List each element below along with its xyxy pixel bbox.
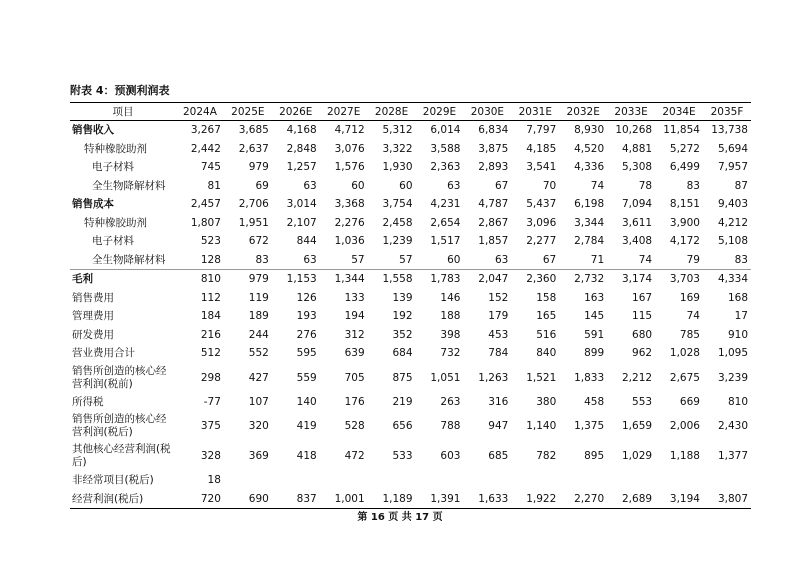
row-value: 10,268 xyxy=(615,124,653,137)
row-label: 经营利润(税后) xyxy=(70,490,176,509)
row-value: 60 xyxy=(351,179,365,192)
row-value: 669 xyxy=(679,395,700,408)
row-value: 1,783 xyxy=(416,270,464,289)
row-value: 4,787 xyxy=(478,198,509,211)
row-value: 6,014 xyxy=(430,124,461,137)
row-value: 320 xyxy=(248,420,269,432)
row-value: 167 xyxy=(632,291,653,304)
row-value: 1,377 xyxy=(717,450,748,462)
row-value: 1,029 xyxy=(622,450,653,462)
row-value: 2,458 xyxy=(382,216,413,229)
row-value: 146 xyxy=(440,291,461,304)
row-label: 全生物降解材料 xyxy=(92,179,166,192)
row-value: 3,754 xyxy=(382,198,413,211)
row-value: 352 xyxy=(392,328,413,341)
row-label: 电子材料 xyxy=(92,235,134,248)
row-value: 63 xyxy=(447,179,461,192)
row-value: 810 xyxy=(176,270,224,289)
row-value: -77 xyxy=(203,395,221,408)
row-value: 5,108 xyxy=(717,235,748,248)
row-value: 2,107 xyxy=(286,216,317,229)
row-value: 60 xyxy=(399,179,413,192)
row-value: 1,001 xyxy=(320,490,368,509)
row-value: 4,520 xyxy=(574,142,605,155)
row-value: 1,344 xyxy=(320,270,368,289)
row-value: 380 xyxy=(536,395,557,408)
row-value: 17 xyxy=(734,310,748,323)
row-value: 74 xyxy=(590,179,605,192)
row-value: 71 xyxy=(590,253,605,266)
table-row xyxy=(70,270,751,289)
row-value: 2,867 xyxy=(478,216,509,229)
table-header-row xyxy=(70,103,751,121)
row-value: 1,659 xyxy=(622,420,653,432)
row-value: 3,611 xyxy=(622,216,653,229)
row-value: 4,881 xyxy=(622,142,653,155)
row-value: 7,797 xyxy=(526,124,557,137)
row-value: 3,900 xyxy=(669,216,700,229)
row-value: 18 xyxy=(207,474,221,487)
row-value: 11,854 xyxy=(663,124,700,137)
row-value: 2,006 xyxy=(669,420,700,432)
row-value: 1,633 xyxy=(463,490,511,509)
row-value: 83 xyxy=(686,179,700,192)
row-value: 3,076 xyxy=(334,142,365,155)
row-value: 9,403 xyxy=(717,198,748,211)
row-value: 83 xyxy=(734,253,748,266)
row-label: 销售所创造的核心经营利润(税后) xyxy=(72,413,167,438)
row-value: 184 xyxy=(200,310,221,323)
row-value: 875 xyxy=(392,371,413,384)
row-value: 79 xyxy=(686,253,700,266)
row-value: 5,312 xyxy=(382,124,413,137)
row-value: 2,212 xyxy=(622,371,653,384)
row-value xyxy=(272,471,320,490)
row-value: 2,689 xyxy=(607,490,655,509)
row-label: 其他核心经营利润(税后) xyxy=(72,443,171,468)
row-value: 2,277 xyxy=(526,235,557,248)
row-value: 419 xyxy=(296,420,317,432)
row-value: 3,588 xyxy=(430,142,461,155)
row-value: 163 xyxy=(584,291,605,304)
row-value: 179 xyxy=(488,310,509,323)
row-value: 2,893 xyxy=(478,161,509,174)
row-label: 研发费用 xyxy=(72,328,114,341)
table-row xyxy=(70,490,751,509)
row-value: 152 xyxy=(488,291,509,304)
row-value: 2,675 xyxy=(669,371,700,384)
row-value: 1,922 xyxy=(511,490,559,509)
row-value: 1,517 xyxy=(430,235,461,248)
header-year: 2028E xyxy=(368,103,416,121)
row-value: 705 xyxy=(344,371,365,384)
row-value: 2,732 xyxy=(559,270,607,289)
row-value: 1,263 xyxy=(478,371,509,384)
row-value: 13,738 xyxy=(711,124,748,137)
row-value: 3,685 xyxy=(238,124,269,137)
header-item: 项目 xyxy=(70,103,176,121)
row-value: 3,267 xyxy=(190,124,221,137)
table-row xyxy=(70,140,751,159)
row-value: 74 xyxy=(686,310,700,323)
row-value: 516 xyxy=(536,328,557,341)
header-year: 2026E xyxy=(272,103,320,121)
row-value: 5,272 xyxy=(669,142,700,155)
row-value: 115 xyxy=(632,310,653,323)
header-year: 2034E xyxy=(655,103,703,121)
row-value: 7,957 xyxy=(717,161,748,174)
row-value xyxy=(463,471,511,490)
row-value: 328 xyxy=(200,450,221,462)
row-value: 57 xyxy=(399,253,413,266)
row-value: 979 xyxy=(224,270,272,289)
row-value: 1,521 xyxy=(526,371,557,384)
row-value: 603 xyxy=(440,450,461,462)
row-value: 720 xyxy=(176,490,224,509)
row-value: 312 xyxy=(344,328,365,341)
row-value: 3,703 xyxy=(655,270,703,289)
row-value: 788 xyxy=(440,420,461,432)
table-row xyxy=(70,177,751,196)
row-value: 2,270 xyxy=(559,490,607,509)
row-value: 1,558 xyxy=(368,270,416,289)
row-value: 685 xyxy=(488,450,509,462)
row-value: 169 xyxy=(679,291,700,304)
row-value: 63 xyxy=(303,179,317,192)
row-value: 57 xyxy=(351,253,365,266)
row-value: 947 xyxy=(488,420,509,432)
row-value: 369 xyxy=(248,450,269,462)
row-value: 70 xyxy=(542,179,557,192)
table-row xyxy=(70,326,751,345)
row-value: 1,189 xyxy=(368,490,416,509)
row-value: 176 xyxy=(344,395,365,408)
row-value: 528 xyxy=(344,420,365,432)
row-value: 4,334 xyxy=(703,270,751,289)
row-value xyxy=(703,471,751,490)
row-value: 552 xyxy=(248,347,269,360)
row-value: 3,014 xyxy=(286,198,317,211)
row-value: 188 xyxy=(440,310,461,323)
row-value: 3,239 xyxy=(717,371,748,384)
row-value: 2,706 xyxy=(238,198,269,211)
table-row xyxy=(70,158,751,177)
row-value: 962 xyxy=(632,347,653,360)
row-value: 263 xyxy=(440,395,461,408)
row-label: 营业费用合计 xyxy=(72,347,135,360)
row-value: 126 xyxy=(296,291,317,304)
header-year: 2025E xyxy=(224,103,272,121)
row-value: 2,430 xyxy=(717,420,748,432)
row-value: 3,096 xyxy=(526,216,557,229)
row-value: 67 xyxy=(494,179,509,192)
row-value: 2,637 xyxy=(238,142,269,155)
row-value: 2,848 xyxy=(286,142,317,155)
table-row xyxy=(70,307,751,326)
row-label: 销售成本 xyxy=(72,198,114,211)
row-value: 1,036 xyxy=(334,235,365,248)
row-value: 427 xyxy=(248,371,269,384)
row-value: 559 xyxy=(296,371,317,384)
row-value: 276 xyxy=(296,328,317,341)
row-value: 1,257 xyxy=(286,161,317,174)
row-value: 74 xyxy=(638,253,653,266)
row-value: 2,654 xyxy=(430,216,461,229)
row-value: 298 xyxy=(200,371,221,384)
row-value: 1,153 xyxy=(272,270,320,289)
row-value: 2,047 xyxy=(463,270,511,289)
row-label: 毛利 xyxy=(70,270,176,289)
row-value: 81 xyxy=(207,179,221,192)
row-value: 168 xyxy=(727,291,748,304)
row-value: 1,857 xyxy=(478,235,509,248)
row-value: 8,930 xyxy=(574,124,605,137)
row-value: 140 xyxy=(296,395,317,408)
row-value xyxy=(416,471,464,490)
row-label: 非经常项目(税后) xyxy=(72,474,154,487)
row-value: 316 xyxy=(488,395,509,408)
table-row xyxy=(70,214,751,233)
row-value: 553 xyxy=(632,395,653,408)
table-row xyxy=(70,471,751,490)
row-value: 5,694 xyxy=(717,142,748,155)
row-value: 3,408 xyxy=(622,235,653,248)
row-value: 1,375 xyxy=(574,420,605,432)
row-value: 4,212 xyxy=(717,216,748,229)
row-value: 128 xyxy=(200,253,221,266)
row-value: 216 xyxy=(200,328,221,341)
row-label: 特种橡胶助剂 xyxy=(84,142,147,155)
row-value: 165 xyxy=(536,310,557,323)
row-value: 3,344 xyxy=(574,216,605,229)
table-row xyxy=(70,289,751,308)
header-year: 2029E xyxy=(416,103,464,121)
row-value: 398 xyxy=(440,328,461,341)
row-value: 1,140 xyxy=(526,420,557,432)
row-value: 83 xyxy=(255,253,269,266)
header-year: 2031E xyxy=(511,103,559,121)
table-row xyxy=(70,195,751,214)
row-value: 2,457 xyxy=(190,198,221,211)
row-value: 732 xyxy=(440,347,461,360)
row-value: 899 xyxy=(584,347,605,360)
row-label: 销售所创造的核心经营利润(税前) xyxy=(72,364,167,390)
row-value: 458 xyxy=(584,395,605,408)
row-value: 4,231 xyxy=(430,198,461,211)
row-value: 533 xyxy=(392,450,413,462)
row-value: 8,151 xyxy=(669,198,700,211)
row-label: 管理费用 xyxy=(72,310,114,323)
row-label: 全生物降解材料 xyxy=(92,253,166,266)
row-value: 690 xyxy=(224,490,272,509)
row-value: 844 xyxy=(296,235,317,248)
table-row xyxy=(70,363,751,393)
row-value: 219 xyxy=(392,395,413,408)
row-value: 3,368 xyxy=(334,198,365,211)
row-value: 60 xyxy=(447,253,461,266)
row-value: 145 xyxy=(584,310,605,323)
row-value xyxy=(224,471,272,490)
row-value: 69 xyxy=(255,179,269,192)
row-value: 87 xyxy=(734,179,748,192)
row-value: 3,174 xyxy=(607,270,655,289)
row-value: 1,951 xyxy=(238,216,269,229)
header-year: 2033E xyxy=(607,103,655,121)
row-value xyxy=(368,471,416,490)
row-value: 3,807 xyxy=(703,490,751,509)
row-value: 2,276 xyxy=(334,216,365,229)
table-row xyxy=(70,411,751,441)
row-value: 512 xyxy=(200,347,221,360)
row-value: 1,028 xyxy=(669,347,700,360)
row-value: 1,930 xyxy=(382,161,413,174)
row-value: 472 xyxy=(344,450,365,462)
row-value xyxy=(320,471,368,490)
row-value: 6,499 xyxy=(669,161,700,174)
row-value: 158 xyxy=(536,291,557,304)
row-label: 所得税 xyxy=(72,395,104,408)
row-value: 139 xyxy=(392,291,413,304)
row-value: 193 xyxy=(296,310,317,323)
table-row xyxy=(70,441,751,471)
table-caption: 附表 4：预测利润表 xyxy=(70,84,170,97)
row-value: 1,188 xyxy=(669,450,700,462)
header-year: 2032E xyxy=(559,103,607,121)
row-label: 销售费用 xyxy=(72,291,114,304)
row-value: 895 xyxy=(584,450,605,462)
header-year: 2035F xyxy=(703,103,751,121)
row-value: 837 xyxy=(272,490,320,509)
row-value: 1,807 xyxy=(190,216,221,229)
row-value: 979 xyxy=(248,161,269,174)
row-value: 63 xyxy=(494,253,509,266)
row-value: 5,308 xyxy=(622,161,653,174)
row-value: 656 xyxy=(392,420,413,432)
forecast-income-statement-table xyxy=(70,102,751,509)
row-value: 2,360 xyxy=(511,270,559,289)
header-year: 2024A xyxy=(176,103,224,121)
header-year: 2030E xyxy=(463,103,511,121)
row-value: 453 xyxy=(488,328,509,341)
row-value: 784 xyxy=(488,347,509,360)
row-value: 810 xyxy=(727,395,748,408)
row-value xyxy=(511,471,559,490)
header-year: 2027E xyxy=(320,103,368,121)
row-value: 6,198 xyxy=(574,198,605,211)
row-value: 112 xyxy=(200,291,221,304)
row-value: 782 xyxy=(536,450,557,462)
row-value: 2,363 xyxy=(430,161,461,174)
row-value: 595 xyxy=(296,347,317,360)
row-value: 1,095 xyxy=(717,347,748,360)
row-value: 375 xyxy=(200,420,221,432)
row-value xyxy=(655,471,703,490)
row-value: 3,875 xyxy=(478,142,509,155)
row-value: 745 xyxy=(200,161,221,174)
table-row xyxy=(70,251,751,270)
row-value xyxy=(559,471,607,490)
row-value: 1,576 xyxy=(334,161,365,174)
page-footer: 第 16 页 共 17 页 xyxy=(357,512,443,523)
row-value: 1,239 xyxy=(382,235,413,248)
row-value: 4,336 xyxy=(574,161,605,174)
row-value: 2,784 xyxy=(574,235,605,248)
row-value: 785 xyxy=(679,328,700,341)
row-value: 192 xyxy=(392,310,413,323)
row-value: 107 xyxy=(248,395,269,408)
table-row xyxy=(70,393,751,412)
row-value xyxy=(607,471,655,490)
row-value: 1,391 xyxy=(416,490,464,509)
row-value: 7,094 xyxy=(622,198,653,211)
row-value: 1,051 xyxy=(430,371,461,384)
row-value: 4,168 xyxy=(286,124,317,137)
row-label: 销售收入 xyxy=(72,124,114,137)
row-value: 910 xyxy=(727,328,748,341)
row-value: 78 xyxy=(638,179,653,192)
table-row xyxy=(70,121,751,140)
row-value: 3,194 xyxy=(655,490,703,509)
row-value: 2,442 xyxy=(190,142,221,155)
row-value: 1,833 xyxy=(574,371,605,384)
row-value: 418 xyxy=(296,450,317,462)
row-value: 4,172 xyxy=(669,235,700,248)
row-value: 3,541 xyxy=(526,161,557,174)
row-value: 639 xyxy=(344,347,365,360)
table-row xyxy=(70,232,751,251)
row-value: 684 xyxy=(392,347,413,360)
row-value: 523 xyxy=(200,235,221,248)
row-value: 244 xyxy=(248,328,269,341)
row-value: 5,437 xyxy=(526,198,557,211)
row-value: 4,712 xyxy=(334,124,365,137)
row-value: 4,185 xyxy=(526,142,557,155)
row-value: 680 xyxy=(632,328,653,341)
row-value: 3,322 xyxy=(382,142,413,155)
row-value: 591 xyxy=(584,328,605,341)
table-row xyxy=(70,344,751,363)
row-value: 194 xyxy=(344,310,365,323)
row-label: 电子材料 xyxy=(92,161,134,174)
row-value: 67 xyxy=(542,253,557,266)
row-value: 6,834 xyxy=(478,124,509,137)
row-value: 672 xyxy=(248,235,269,248)
row-value: 63 xyxy=(303,253,317,266)
row-value: 189 xyxy=(248,310,269,323)
row-value: 840 xyxy=(536,347,557,360)
row-value: 119 xyxy=(248,291,269,304)
row-value: 133 xyxy=(344,291,365,304)
row-label: 特种橡胶助剂 xyxy=(84,216,147,229)
